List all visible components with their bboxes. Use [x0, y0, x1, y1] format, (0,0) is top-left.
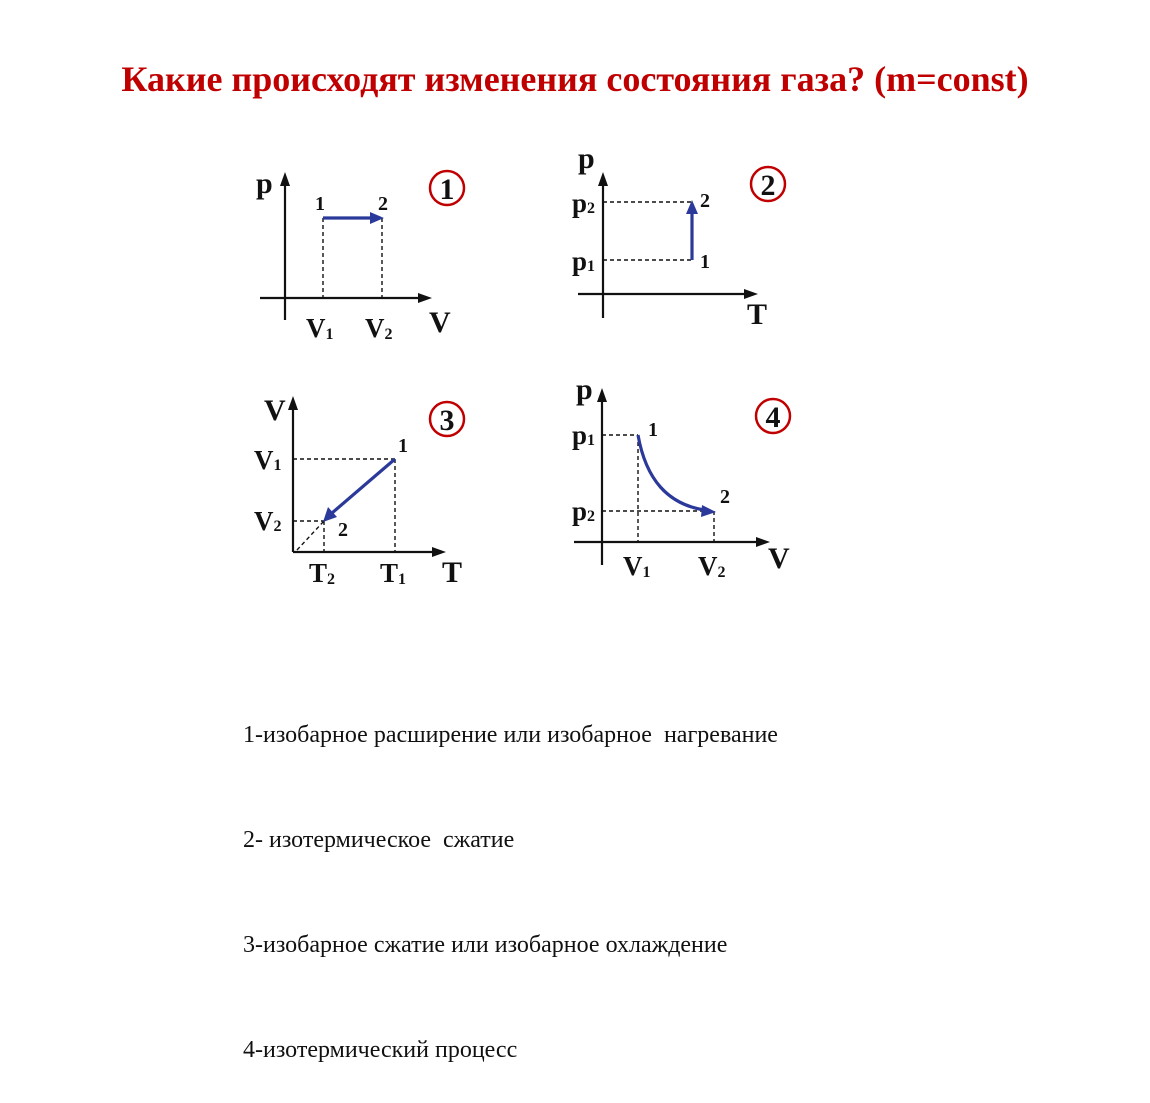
- graph-3-badge-number: 3: [439, 404, 455, 437]
- graph-4-badge-number: 4: [765, 401, 781, 434]
- graph-4-x-tick-v1: V1: [623, 551, 651, 581]
- graph-4: [572, 373, 790, 581]
- legend-item-2: 2- изотермическое сжатие: [243, 827, 515, 853]
- graph-1-y-label: p: [256, 167, 273, 200]
- graph-2-point-1: 1: [700, 251, 710, 273]
- legend-item-4: 4-изотермический процесс: [243, 1037, 518, 1063]
- graph-4-y-tick-p1: p1: [572, 420, 596, 450]
- graph-3-x-tick-t2: T2: [309, 558, 336, 588]
- graph-4-x-tick-v2: V2: [698, 551, 726, 581]
- graph-3-x-label: T: [442, 556, 463, 589]
- graph-2-y-axis-arrow: [598, 172, 608, 186]
- graph-3-x-tick-t1: T1: [380, 558, 407, 588]
- graph-1-y-axis-arrow: [280, 172, 290, 186]
- graph-4-point-1: 1: [648, 419, 658, 441]
- graph-1-badge-number: 1: [439, 173, 455, 206]
- graph-4-y-tick-p2: p2: [572, 496, 596, 526]
- graph-2-badge-number: 2: [760, 169, 776, 202]
- graph-1-x-tick-v2: V2: [365, 313, 393, 343]
- graph-3-y-label: V: [264, 394, 286, 427]
- graph-3-dash-origin: [297, 521, 324, 550]
- graph-1-x-tick-v1: V1: [306, 313, 334, 343]
- graph-4-point-2: 2: [720, 486, 730, 508]
- graph-3-process-line: [332, 459, 395, 513]
- legend-item-1: 1-изобарное расширение или изобарное нагревание: [243, 722, 778, 748]
- graph-4-process-arrow: [701, 505, 716, 517]
- graph-2-x-label: T: [747, 298, 768, 331]
- graph-2-y-tick-p2: p2: [572, 188, 596, 218]
- graph-4-y-axis-arrow: [597, 388, 607, 402]
- graph-3-y-tick-v1: V1: [254, 445, 282, 475]
- graph-3-y-axis-arrow: [288, 396, 298, 410]
- graph-2-y-tick-p1: p1: [572, 246, 596, 276]
- graph-1-x-axis-arrow: [418, 293, 432, 303]
- graph-3-point-1: 1: [398, 435, 408, 457]
- graph-4-x-label: V: [768, 542, 790, 575]
- legend-item-3: 3-изобарное сжатие или изобарное охлаждение: [243, 932, 728, 958]
- graph-4-y-label: p: [576, 373, 593, 406]
- graph-1-point-2: 2: [378, 193, 388, 215]
- graph-3-point-2: 2: [338, 519, 348, 541]
- graph-1-x-label: V: [429, 306, 451, 339]
- page-title: Какие происходят изменения состояния газа? (m=const): [121, 59, 1029, 99]
- graph-1: [256, 167, 464, 343]
- legend-list: [243, 648, 778, 1103]
- graph-1-point-1: 1: [315, 193, 325, 215]
- graph-2-point-2: 2: [700, 190, 710, 212]
- graph-2-y-label: p: [578, 142, 595, 175]
- graph-3-y-tick-v2: V2: [254, 506, 282, 536]
- graph-3: [254, 394, 464, 589]
- graph-4-isotherm-curve: [638, 435, 704, 510]
- graph-2: [572, 142, 785, 331]
